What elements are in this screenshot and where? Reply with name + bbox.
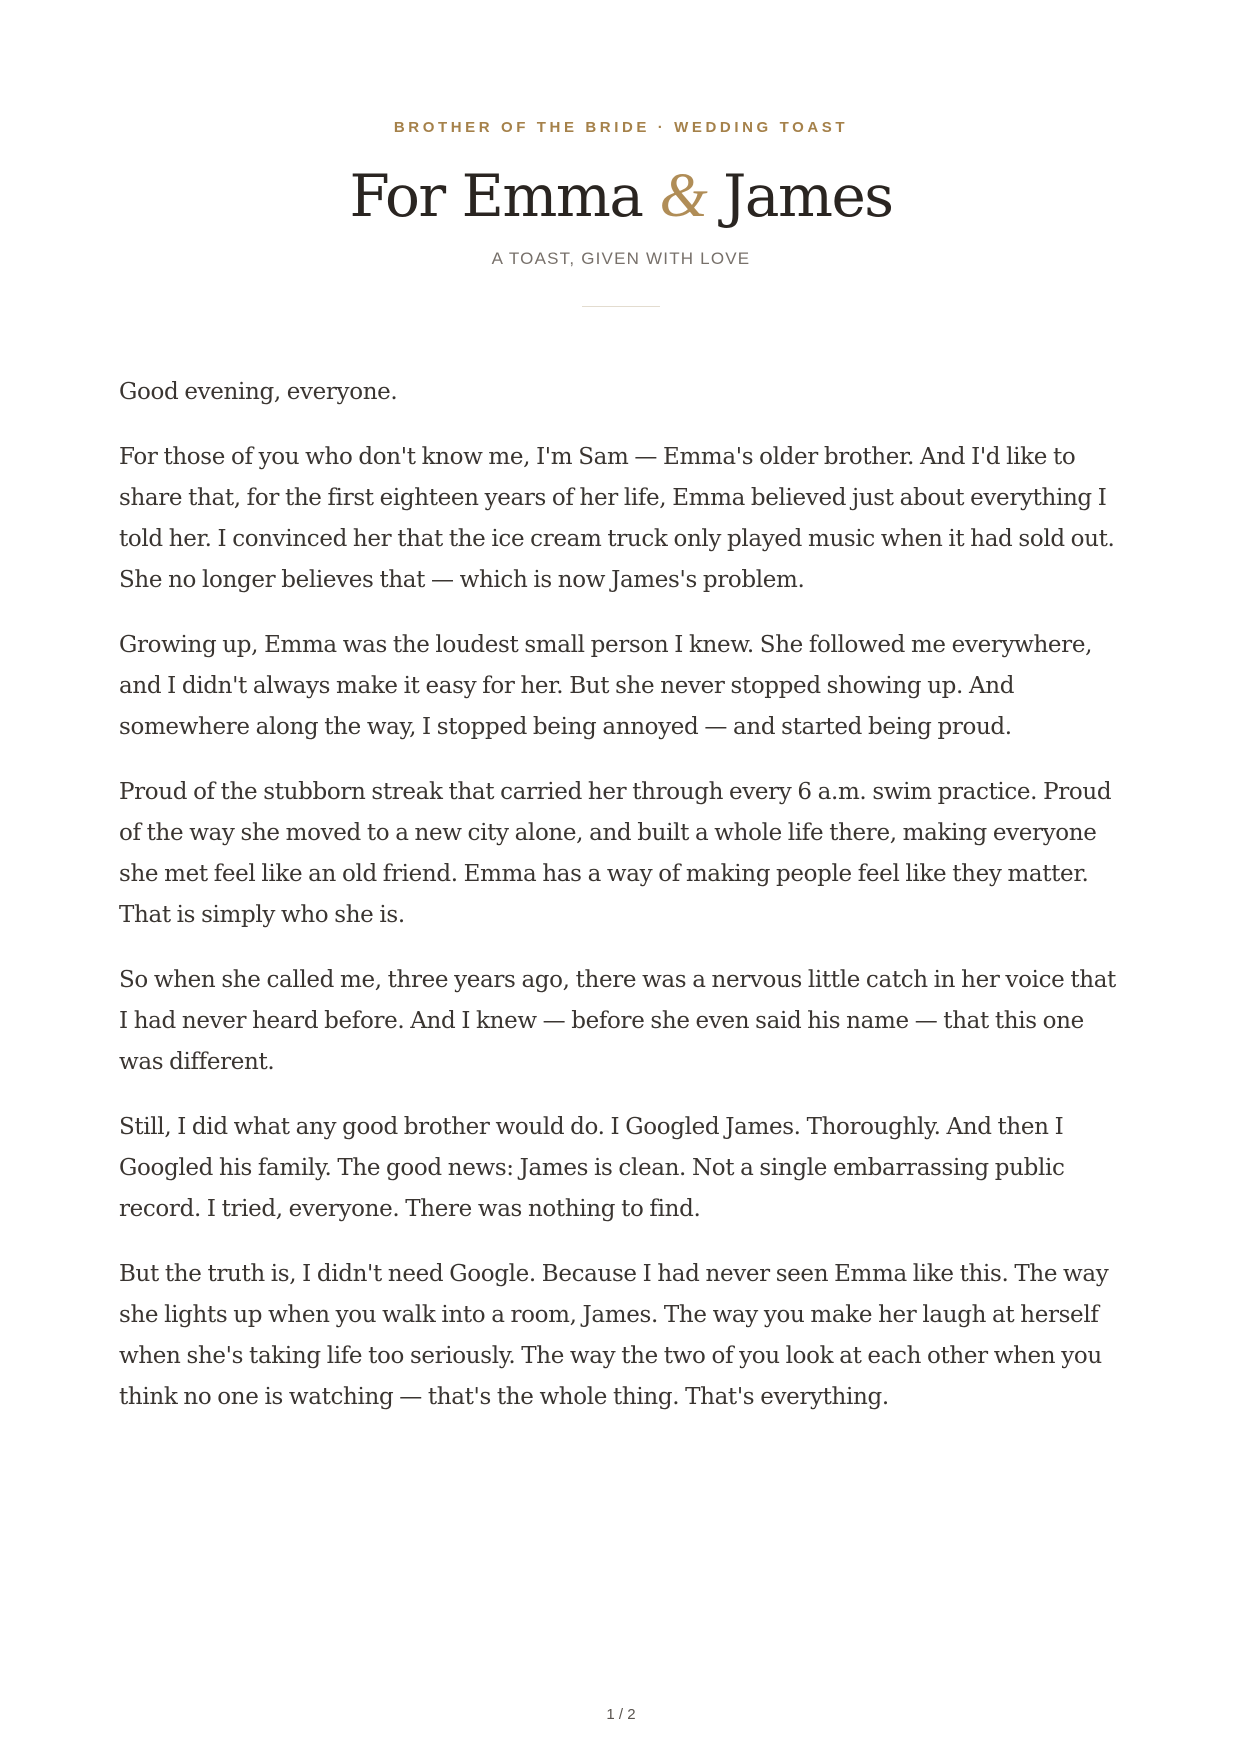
kicker-label: BROTHER OF THE BRIDE · WEDDING TOAST <box>393 119 849 136</box>
paragraph: Proud of the stubborn streak that carried her through every 6 a.m. swim practice. Proud of the way she moved to a new city alone, and built a whole life there, making everyone she met feel like an old friend. Emma has a way of making people feel like they matter. That is simply who she is. <box>119 779 1112 928</box>
title-name-emma: For Emma <box>349 162 660 230</box>
title-name-james: James <box>706 162 893 230</box>
title-ampersand: & <box>659 162 707 230</box>
paragraph: Good evening, everyone. <box>119 379 398 405</box>
paragraph: So when she called me, three years ago, there was a nervous little catch in her voice that I had never heard before. And I knew — before she even said his name — that this one was different. <box>119 967 1116 1075</box>
paragraph: But the truth is, I didn't need Google. Because I had never seen Emma like this. The way she lights up when you walk into a room, James. The way you make her laugh at herself when she's taking life too seriously. The way the two of you look at each other when you think no one is watching — that's the whole thing. That's everything. <box>119 1261 1109 1410</box>
divider <box>582 306 660 307</box>
page-subtitle: A TOAST, GIVEN WITH LOVE <box>491 249 751 268</box>
page-number: 1 / 2 <box>606 1706 636 1723</box>
page-title <box>0 156 1242 236</box>
paragraph: Still, I did what any good brother would do. I Googled James. Thoroughly. And then I Googled his family. The good news: James is clean. Not a single embarrassing public record. I tried, everyone. There was nothing to find. <box>119 1114 1065 1222</box>
paragraph: For those of you who don't know me, I'm Sam — Emma's older brother. And I'd like to share that, for the first eighteen years of her life, Emma believed just about everything I told her. I convinced her that the ice cream truck only played music when it had sold out. She no longer believes that — which is now James's problem. <box>119 444 1115 593</box>
toast-body <box>119 372 1129 1442</box>
paragraph: Growing up, Emma was the loudest small person I knew. She followed me everywhere, and I didn't always make it easy for her. But she never stopped showing up. And somewhere along the way, I stopped being annoyed — and started being proud. <box>119 632 1093 740</box>
